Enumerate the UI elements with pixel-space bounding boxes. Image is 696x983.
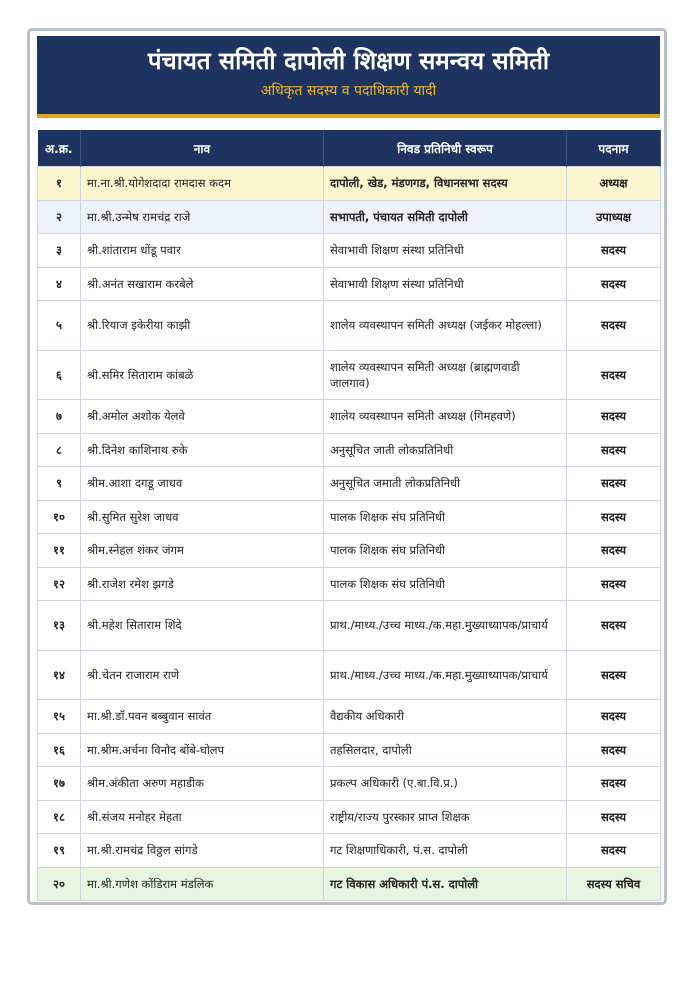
composition-cell: पालक शिक्षक संघ प्रतिनिधी [324, 534, 567, 568]
table-row [38, 767, 661, 801]
designation-cell: अध्यक्ष [567, 167, 661, 201]
document-header [37, 36, 660, 118]
table-row [38, 601, 661, 651]
designation-cell: सदस्य [567, 234, 661, 268]
composition-cell: तहसिलदार, दापोली [324, 733, 567, 767]
table-row [38, 350, 661, 400]
composition-cell: गट विकास अधिकारी पं.स. दापोली [324, 867, 567, 901]
serial-cell: १८ [38, 800, 81, 834]
name-cell: श्री.शांताराम धोंडू पवार [81, 234, 324, 268]
designation-cell: सदस्य [567, 267, 661, 301]
table-header-row [38, 130, 661, 167]
serial-cell: ३ [38, 234, 81, 268]
serial-cell: २० [38, 867, 81, 901]
designation-cell: सदस्य [567, 301, 661, 351]
designation-cell: सदस्य [567, 500, 661, 534]
name-cell: मा.श्री.गणेश कोंडिराम मंडलिक [81, 867, 324, 901]
serial-cell: १७ [38, 767, 81, 801]
column-header-serial: अ.क्र. [38, 130, 81, 167]
designation-cell: सदस्य [567, 400, 661, 434]
serial-cell: ७ [38, 400, 81, 434]
table-row [38, 800, 661, 834]
table-row [38, 400, 661, 434]
column-header-name: नाव [81, 130, 324, 167]
composition-cell: सेवाभावी शिक्षण संस्था प्रतिनिधी [324, 267, 567, 301]
members-table [37, 130, 661, 901]
composition-cell: राष्ट्रीय/राज्य पुरस्कार प्राप्त शिक्षक [324, 800, 567, 834]
name-cell: श्री.अमोल अशोक येलवे [81, 400, 324, 434]
composition-cell: सभापती, पंचायत समिती दापोली [324, 200, 567, 234]
name-cell: श्री.राजेश रमेश झगडे [81, 567, 324, 601]
composition-cell: प्राथ./माध्य./उच्च माध्य./क.महा.मुख्याध्यापक/प्राचार्य [324, 650, 567, 700]
designation-cell: सदस्य [567, 534, 661, 568]
composition-cell: अनुसूचित जमाती लोकप्रतिनिधी [324, 467, 567, 501]
designation-cell: सदस्य [567, 467, 661, 501]
serial-cell: १ [38, 167, 81, 201]
table-row [38, 733, 661, 767]
name-cell: मा.श्री.उन्मेष रामचंद्र राजे [81, 200, 324, 234]
name-cell: श्री.चेतन राजाराम राणे [81, 650, 324, 700]
designation-cell: सदस्य [567, 834, 661, 868]
composition-cell: पालक शिक्षक संघ प्रतिनिधी [324, 567, 567, 601]
composition-cell: गट शिक्षणाधिकारी, पं.स. दापोली [324, 834, 567, 868]
table-row [38, 567, 661, 601]
name-cell: श्रीम.स्नेहल शंकर जंगम [81, 534, 324, 568]
table-row [38, 467, 661, 501]
designation-cell: सदस्य सचिव [567, 867, 661, 901]
table-row [38, 433, 661, 467]
page-title: पंचायत समिती दापोली शिक्षण समन्वय समिती [147, 47, 550, 75]
composition-cell: दापोली, खेड, मंडणगड, विधानसभा सदस्य [324, 167, 567, 201]
table-row [38, 301, 661, 351]
designation-cell: सदस्य [567, 800, 661, 834]
composition-cell: शालेय व्यवस्थापन समिती अध्यक्ष (जईकर मोहल्ला) [324, 301, 567, 351]
name-cell: श्रीम.अंकीता अरुण महाडीक [81, 767, 324, 801]
name-cell: श्री.महेश सिताराम शिंदे [81, 601, 324, 651]
table-row [38, 267, 661, 301]
name-cell: मा.श्री.डॉ.पवन बब्बुवान सावंत [81, 700, 324, 734]
designation-cell: सदस्य [567, 767, 661, 801]
name-cell: श्री.दिनेश काशिनाथ रुके [81, 433, 324, 467]
table-row [38, 650, 661, 700]
composition-cell: प्राथ./माध्य./उच्च माध्य./क.महा.मुख्याध्यापक/प्राचार्य [324, 601, 567, 651]
serial-cell: १० [38, 500, 81, 534]
serial-cell: १३ [38, 601, 81, 651]
serial-cell: ११ [38, 534, 81, 568]
name-cell: श्री.सुमित सुरेश जाधव [81, 500, 324, 534]
table-row [38, 500, 661, 534]
serial-cell: १२ [38, 567, 81, 601]
table-row [38, 167, 661, 201]
table-row [38, 700, 661, 734]
designation-cell: सदस्य [567, 433, 661, 467]
name-cell: मा.श्री.रामचंद्र विठ्ठल सांगडे [81, 834, 324, 868]
designation-cell: सदस्य [567, 733, 661, 767]
table-row [38, 234, 661, 268]
name-cell: श्री.संजय मनोहर मेहता [81, 800, 324, 834]
serial-cell: ५ [38, 301, 81, 351]
serial-cell: २ [38, 200, 81, 234]
name-cell: श्री.अनंत सखाराम करबेले [81, 267, 324, 301]
composition-cell: सेवाभावी शिक्षण संस्था प्रतिनिधी [324, 234, 567, 268]
composition-cell: प्रकल्प अधिकारी (ए.बा.वि.प्र.) [324, 767, 567, 801]
page-subtitle: अधिकृत सदस्य व पदाधिकारी यादी [260, 83, 437, 99]
column-header-designation: पदनाम [567, 130, 661, 167]
name-cell: श्री.रियाज इकेरीया काझी [81, 301, 324, 351]
serial-cell: १९ [38, 834, 81, 868]
table-row [38, 834, 661, 868]
name-cell: श्रीम.आशा दगडू जाधव [81, 467, 324, 501]
designation-cell: सदस्य [567, 650, 661, 700]
designation-cell: सदस्य [567, 700, 661, 734]
composition-cell: पालक शिक्षक संघ प्रतिनिधी [324, 500, 567, 534]
serial-cell: १६ [38, 733, 81, 767]
composition-cell: वैद्यकीय अधिकारी [324, 700, 567, 734]
name-cell: मा.ना.श्री.योगेशदादा रामदास कदम [81, 167, 324, 201]
composition-cell: शालेय व्यवस्थापन समिती अध्यक्ष (ब्राह्मणवाडी जालगाव) [324, 350, 567, 400]
designation-cell: उपाध्यक्ष [567, 200, 661, 234]
serial-cell: १५ [38, 700, 81, 734]
table-row [38, 200, 661, 234]
designation-cell: सदस्य [567, 601, 661, 651]
column-header-composition: निवड प्रतिनिधी स्वरूप [324, 130, 567, 167]
table-row [38, 867, 661, 901]
serial-cell: ८ [38, 433, 81, 467]
name-cell: मा.श्रीम.अर्चना विनोद बोंबे-घोलप [81, 733, 324, 767]
serial-cell: १४ [38, 650, 81, 700]
serial-cell: ६ [38, 350, 81, 400]
designation-cell: सदस्य [567, 567, 661, 601]
serial-cell: ९ [38, 467, 81, 501]
name-cell: श्री.समिर सिताराम कांबळे [81, 350, 324, 400]
composition-cell: अनुसूचित जाती लोकप्रतिनिधी [324, 433, 567, 467]
designation-cell: सदस्य [567, 350, 661, 400]
table-row [38, 534, 661, 568]
serial-cell: ४ [38, 267, 81, 301]
composition-cell: शालेय व्यवस्थापन समिती अध्यक्ष (गिमहवणे) [324, 400, 567, 434]
